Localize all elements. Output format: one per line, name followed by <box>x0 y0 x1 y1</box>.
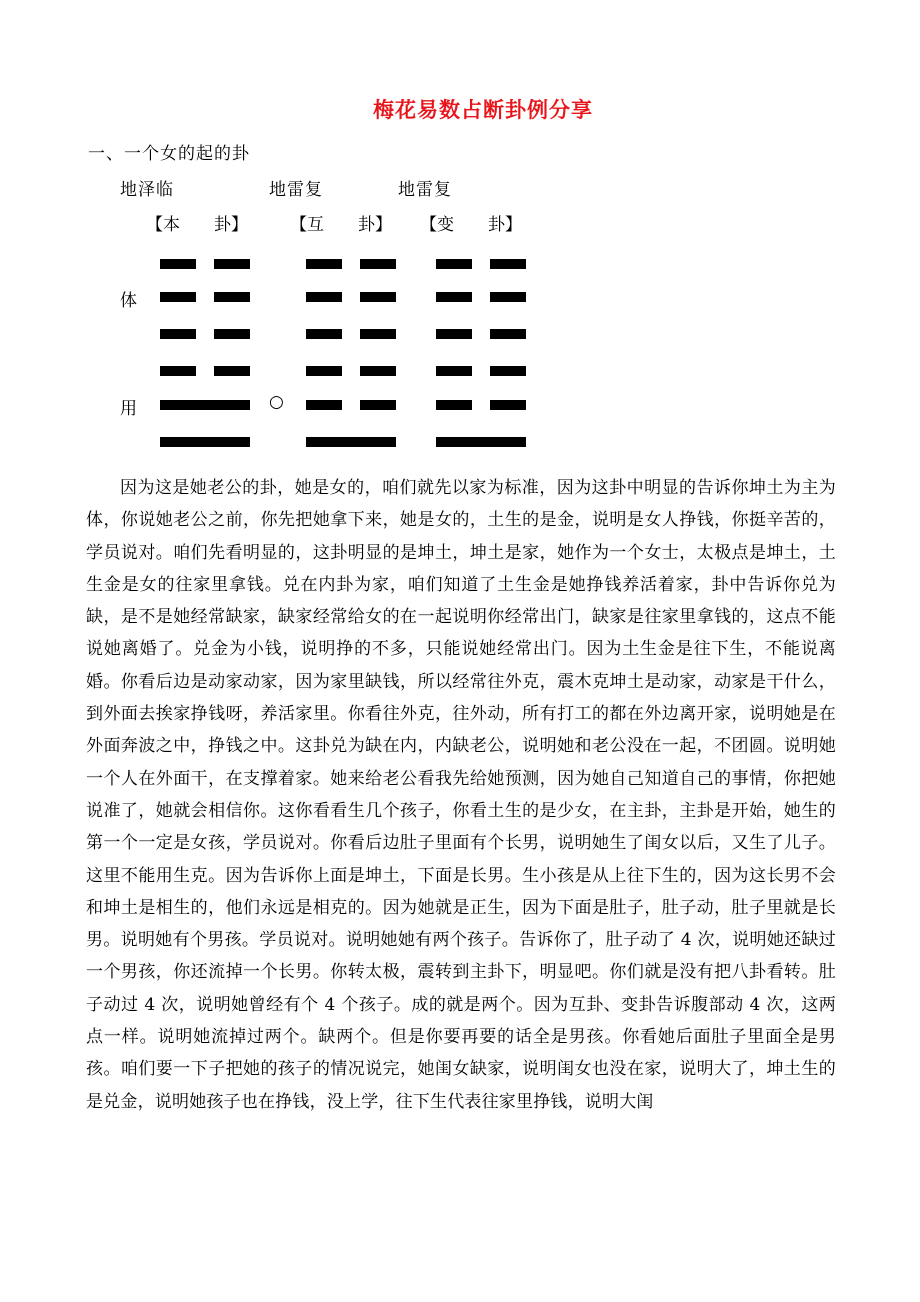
yin-line-segment <box>306 292 342 302</box>
moving-line-mark: ○ <box>269 392 284 412</box>
yang-line-segment <box>436 437 526 447</box>
yin-line-segment <box>360 259 396 269</box>
hexagram-line-yin <box>436 400 526 410</box>
hexagram-line-yang <box>436 437 526 447</box>
yin-line-segment <box>436 329 472 339</box>
yang-line-segment <box>306 437 396 447</box>
yin-line-segment <box>160 292 196 302</box>
yin-line-segment <box>306 259 342 269</box>
hexagram-line-yin <box>436 292 526 302</box>
hexagram-line-yin <box>160 259 250 269</box>
yin-line-segment <box>436 366 472 376</box>
hexagram-label-hu: 【互 卦】 <box>290 215 392 235</box>
yin-line-segment <box>160 329 196 339</box>
hexagram-line-yin <box>436 259 526 269</box>
yang-line-segment <box>160 437 250 447</box>
yin-line-segment <box>214 292 250 302</box>
yin-line-segment <box>436 259 472 269</box>
hexagram-line-yin <box>306 400 396 410</box>
hexagram-line-yin <box>306 329 396 339</box>
yin-line-segment <box>360 329 396 339</box>
yin-line-segment <box>306 366 342 376</box>
yin-line-segment <box>214 259 250 269</box>
hexagram-line-yin <box>436 329 526 339</box>
hexagram-name-bian: 地雷复 <box>398 180 452 200</box>
hexagram-line-yin <box>160 329 250 339</box>
yin-line-segment <box>490 329 526 339</box>
section-heading: 一、一个女的起的卦 <box>88 144 250 164</box>
yin-line-segment <box>436 292 472 302</box>
document-title: 梅花易数占断卦例分享 <box>373 97 593 122</box>
yang-line-segment <box>160 400 250 410</box>
hexagram-label-ben: 【本 卦】 <box>146 215 248 235</box>
yong-label: 用 <box>120 399 137 419</box>
yin-line-segment <box>490 400 526 410</box>
yin-line-segment <box>306 329 342 339</box>
hexagram-line-yin <box>306 366 396 376</box>
yin-line-segment <box>360 400 396 410</box>
yin-line-segment <box>360 292 396 302</box>
yin-line-segment <box>436 400 472 410</box>
hexagram-name-ben: 地泽临 <box>120 180 174 200</box>
hexagram-line-yin <box>306 259 396 269</box>
hexagram-line-yin <box>436 366 526 376</box>
hexagram-line-yang <box>306 437 396 447</box>
yin-line-segment <box>490 366 526 376</box>
yin-line-segment <box>306 400 342 410</box>
yin-line-segment <box>160 366 196 376</box>
hexagram-label-bian: 【变 卦】 <box>420 215 522 235</box>
hexagram-line-yin <box>160 292 250 302</box>
hexagram-name-hu: 地雷复 <box>269 180 323 200</box>
yin-line-segment <box>160 259 196 269</box>
hexagram-line-yin <box>306 292 396 302</box>
yin-line-segment <box>214 366 250 376</box>
hexagram-line-yang <box>160 437 250 447</box>
yin-line-segment <box>490 259 526 269</box>
yin-line-segment <box>214 329 250 339</box>
yin-line-segment <box>490 292 526 302</box>
body-paragraph: 因为这是她老公的卦，她是女的，咱们就先以家为标准，因为这卦中明显的告诉你坤土为主为体，你说她老公之前，你先把她拿下来，她是女的，土生的是金，说明是女人挣钱，你挺辛苦的，学员说对。咱们先看明显的，这卦明显的是坤土，坤土是家，她作为一个女士，太极点是坤土，土生金是女的往家里拿钱。兑在内卦为家，咱们知道了土生金是她挣钱养活着家，卦中告诉你兑为缺，是不是她经常缺家，缺家经常给女的在一起说明你经常出门，缺家是往家里拿钱的，这点不能说她离婚了。兑金为小钱，说明挣的不多，只能说她经常出门。因为土生金是往下生，不能说离婚。你看后边是动家动家，因为家里缺钱，所以经常往外克，震木克坤土是动家，动家是干什么，到外面去挨家挣钱呀，养活家里。你看往外克，往外动，所有打工的都在外边离开家，说明她是在外面奔波之中，挣钱之中。这卦兑为缺在内，内缺老公，说明她和老公没在一起，不团圆。说明她一个人在外面干，在支撑着家。她来给老公看我先给她预测，因为她自己知道自己的事情，你把她说准了，她就会相信你。这你看看生几个孩子，你看土生的是少女，在主卦，主卦是开始，她生的第一个一定是女孩，学员说对。你看后边肚子里面有个长男，说明她生了闺女以后，又生了儿子。这里不能用生克。因为告诉你上面是坤土，下面是长男。生小孩是从上往下生的，因为这长男不会和坤土是相生的，他们永远是相克的。因为她就是正生，因为下面是肚子，肚子动，肚子里就是长男。说明她有个男孩。学员说对。说明她她有两个孩子。告诉你了，肚子动了 4 次，说明她还缺过一个男孩，你还流掉一个长男。你转太极，震转到主卦下，明显吧。你们就是没有把八卦看转。肚子动过 4 次，说明她曾经有个 4 个孩子。成的就是两个。因为互卦、变卦告诉腹部动 4 次，这两点一样。说明她流掉过两个。缺两个。但是你要再要的话全是男孩。你看她后面肚子里面全是男孩。咱们要一下子把她的孩子的情况说完，她闺女缺家，说明闺女也没在家，说明大了，坤土生的是兑金，说明她孩子也在挣钱，没上学，往下生代表往家里挣钱，说明大闺 <box>86 478 836 1112</box>
hexagram-line-yin <box>160 366 250 376</box>
ti-label: 体 <box>120 291 137 311</box>
yin-line-segment <box>360 366 396 376</box>
hexagram-line-yang <box>160 400 250 410</box>
